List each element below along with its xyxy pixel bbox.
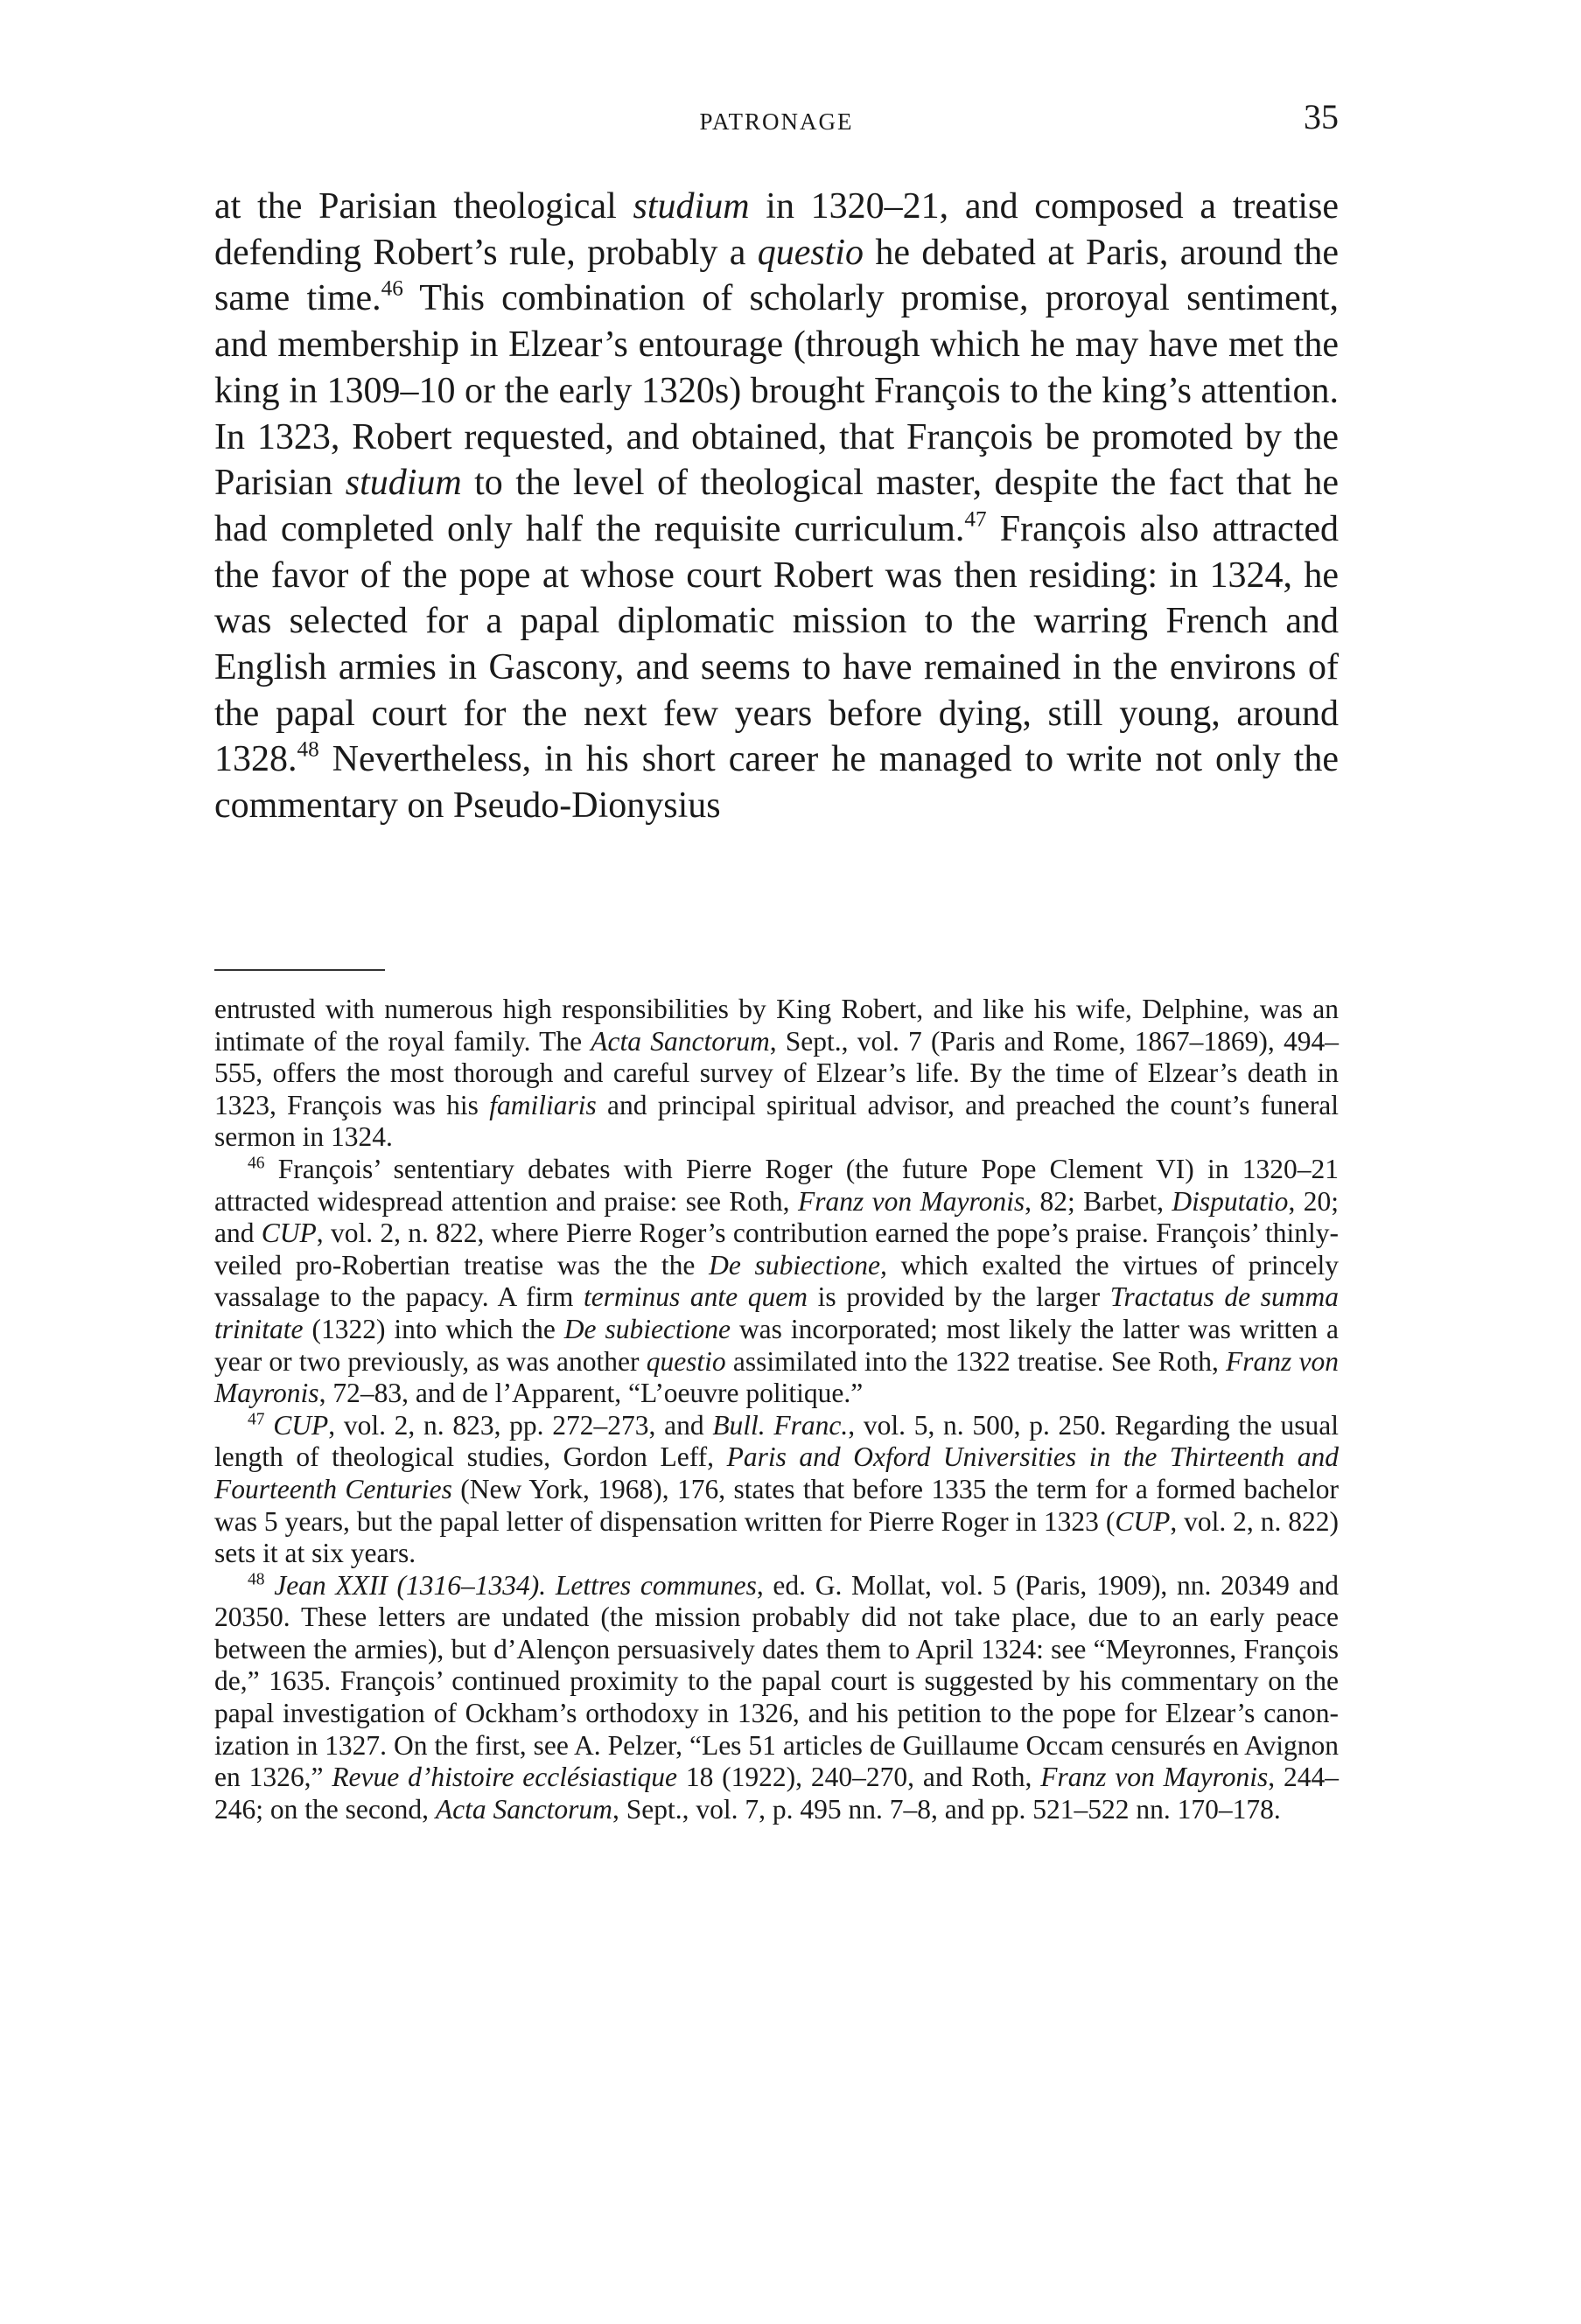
note-text: (1322) into which the xyxy=(303,1313,564,1344)
note-text: , vol. 2, n. 822, where Pierre Roger’s contribution earned the pope’s praise. François’ thinly-veiled pro-Robertian treatise was the the xyxy=(214,1218,1339,1281)
footnote-ref-47[interactable]: 47 xyxy=(964,507,987,532)
footnote-number: 47 xyxy=(248,1410,265,1429)
note-text xyxy=(265,1410,274,1441)
note-text: , vol. 2, n. 823, pp. 272–273, and xyxy=(328,1409,713,1441)
body-text: at the Parisian theological xyxy=(214,186,633,227)
body-italic: questio xyxy=(757,232,864,273)
note-italic: CUP xyxy=(273,1409,329,1441)
note-text: is provided by the larger xyxy=(808,1281,1110,1313)
body-text: François also attracted the favor of the pope at whose court Robert was then residing: in 1324, he was selected for a papal diplomatic mission to the warring French and English armies in Gascony, and seems to have remained in the environs of the papal court for the next few years before dying, still young, around 1328. xyxy=(214,508,1340,780)
footnote-46 xyxy=(214,1154,1339,1410)
note-italic: De subiectione xyxy=(563,1313,731,1344)
note-italic: Acta Sanctorum xyxy=(435,1793,612,1825)
note-text: , 82; Barbet, xyxy=(1025,1185,1172,1217)
footnote-continued xyxy=(214,994,1339,1154)
note-italic: Tractatus de summa trinitate xyxy=(214,1281,1339,1344)
body-text: he debated at Paris, around the same time. xyxy=(214,232,1340,319)
note-italic: CUP xyxy=(1115,1505,1171,1537)
note-italic: Paris and Oxford Universities in the Thirteenth and Fourteenth Centuries xyxy=(214,1441,1339,1504)
note-italic: Franz von Mayronis xyxy=(797,1185,1025,1217)
note-text xyxy=(265,1570,275,1601)
note-text: , 72–83, and de l’Apparent, “L’oeuvre politique.” xyxy=(318,1378,864,1409)
footnote-ref-48[interactable]: 48 xyxy=(297,738,319,763)
note-text: , Sept., vol. 7 (Paris and Rome, 1867–1869), 494–555, offers the most thorough and careful survey of Elzear’s life. By the time of Elzear’s death in 1323, François was his xyxy=(214,1025,1339,1120)
note-text: 18 (1922), 240–270, and Roth, xyxy=(676,1762,1041,1793)
page-number: 35 xyxy=(1304,97,1339,136)
note-text: François’ sententiary debates with Pierre Roger (the future Pope Clement VI) in 1320–21 attracted widespread attention and praise: see Roth, xyxy=(214,1153,1339,1217)
footnotes xyxy=(214,994,1339,1825)
note-text: assimilated into the 1322 treatise. See Roth, xyxy=(725,1345,1227,1377)
note-italic: Franz von Mayronis xyxy=(214,1345,1339,1409)
note-italic: CUP xyxy=(261,1218,317,1249)
note-text: (New York, 1968), 176, states that before 1335 the term for a formed bachelor was 5 years, but the papal letter of dispensation written for Pierre Roger in 1323 ( xyxy=(214,1473,1339,1537)
body-text: This combination of scholarly promise, proroyal sentiment, and membership in Elzear’s entourage (through which he may have met the king in 1309–10 or the early 1320s) brought François to the king’s attention. In 1323, Robert requested, and obtained, that François be promoted by the Parisian xyxy=(214,278,1339,504)
note-italic: familiaris xyxy=(489,1089,597,1120)
note-text: , vol. 5, n. 500, p. 250. Regarding the usual length of theological studies, Gordon Leff, xyxy=(214,1409,1340,1473)
running-head xyxy=(214,96,1339,149)
main-text xyxy=(214,184,1339,829)
footnote-ref-46[interactable]: 46 xyxy=(381,277,403,302)
note-text: , vol. 2, n. 822) sets it at six years. xyxy=(214,1505,1339,1569)
note-italic: De subiectione, xyxy=(709,1249,887,1281)
body-italic: studium xyxy=(633,186,750,227)
note-italic: Franz von Mayronis xyxy=(1040,1762,1269,1793)
note-text: and principal spiritual advisor, and preached the count’s funeral sermon in 1324. xyxy=(214,1089,1339,1153)
note-text: entrusted with numerous high responsibilities by King Robert, and like his wife, Delphine, was an intimate of the royal family. The xyxy=(214,994,1339,1057)
note-italic: Bull. Franc. xyxy=(712,1409,849,1441)
note-italic: Revue d’histoire ecclésiastique xyxy=(332,1762,677,1793)
note-italic: questio xyxy=(646,1345,726,1377)
footnote-divider xyxy=(214,969,385,971)
running-title: PATRONAGE xyxy=(699,108,854,135)
body-text: in 1320–21, and composed a treatise defending Robert’s rule, probably a xyxy=(214,186,1339,273)
note-text: , Sept., vol. 7, p. 495 nn. 7–8, and pp. 521–522 nn. 170–178. xyxy=(612,1793,1281,1825)
note-italic: Disputatio xyxy=(1172,1185,1289,1217)
note-text: , 244–246; on the second, xyxy=(214,1762,1339,1825)
body-italic: studium xyxy=(345,463,462,504)
footnote-47 xyxy=(214,1410,1339,1570)
note-text: was incorporated; most likely the latter was written a year or two previously, as was another xyxy=(214,1313,1339,1377)
note-italic: Acta Sanctorum xyxy=(591,1025,770,1057)
footnote-number: 48 xyxy=(248,1569,265,1588)
body-text: to the level of theological master, despite the fact that he had completed only half the requisite curriculum. xyxy=(214,463,1339,549)
note-text: which exalted the virtues of princely vassalage to the papacy. A firm xyxy=(214,1249,1340,1313)
footnote-number: 46 xyxy=(248,1154,265,1173)
note-italic: terminus ante quem xyxy=(584,1281,808,1313)
note-italic: Jean XXII (1316–1334). Lettres communes xyxy=(274,1569,757,1601)
body-paragraph xyxy=(214,184,1339,829)
note-text: , ed. G. Mollat, vol. 5 (Paris, 1909), nn. 20349 and 20350. These letters are undated (the mission probably did not take place, due to an early peace between the armies), but d’Alençon persuasively dates them to April 1324: see “Meyronnes, François de,” 1635. François’ continued proximity to the papal court is suggested by his commentary on the papal investigation of Ockham’s orthodoxy in 1326, and his petition to the pope for Elzear’s canonization in 1327. On the first, see A. Pelzer, “Les 51 articles de Guillaume Occam censurés en Avignon en 1326,” xyxy=(214,1569,1339,1793)
body-text: Nevertheless, in his short career he managed to write not only the commentary on Pseudo-Dionysius xyxy=(214,739,1339,827)
note-text: , 20; and xyxy=(214,1185,1340,1249)
footnote-48 xyxy=(214,1570,1339,1826)
